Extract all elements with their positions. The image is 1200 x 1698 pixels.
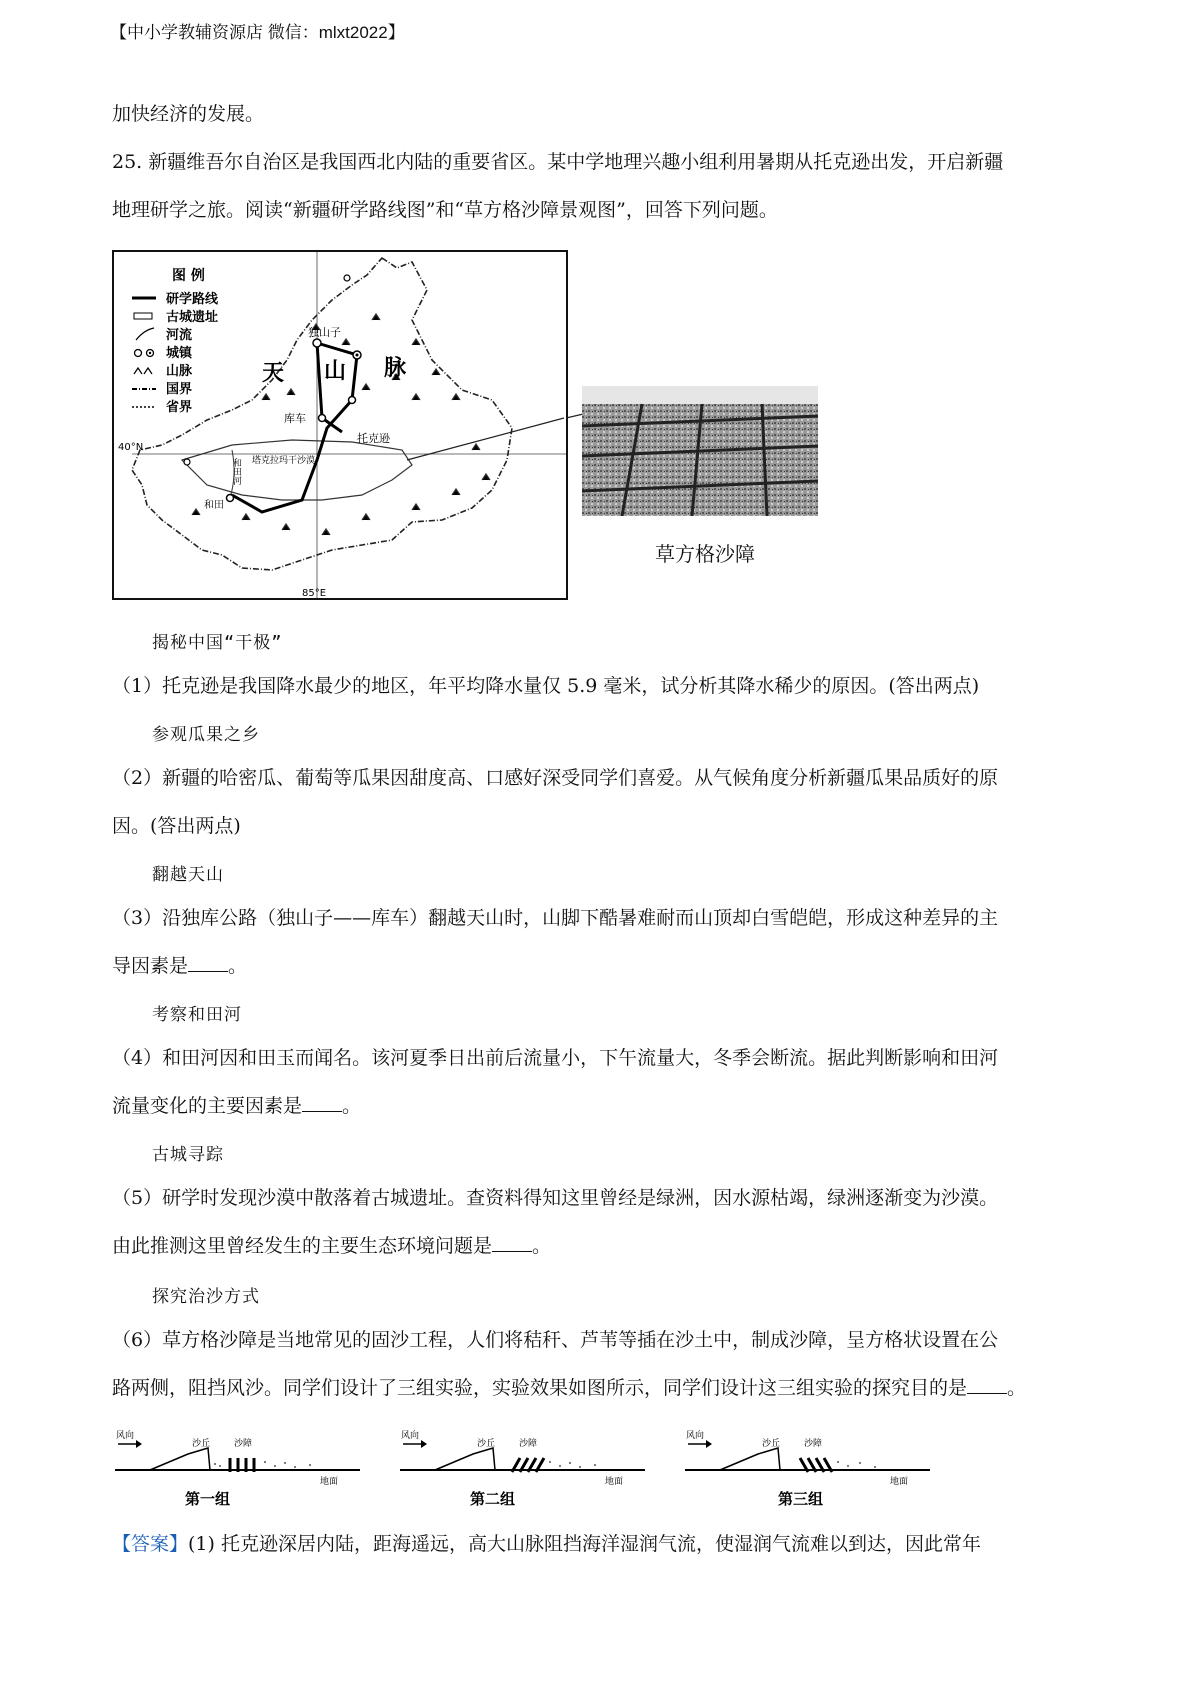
- town-hetian: [227, 495, 234, 502]
- svg-text:沙障: 沙障: [519, 1439, 538, 1449]
- answer-blank: [188, 970, 228, 972]
- label-hetian-river: 和田河: [231, 458, 241, 485]
- svg-text:沙丘: 沙丘: [762, 1439, 781, 1449]
- q5-line1: （5）研学时发现沙漠中散落着古城遗址。查资料得知这里曾经是绿洲，因水源枯竭，绿洲逐渐变为沙漠。: [112, 1187, 999, 1209]
- q3-line1: （3）沿独库公路（独山子——库车）翻越天山时，山脚下酷暑难耐而山顶却白雪皑皑，形成这种差异的主: [112, 907, 999, 929]
- label-tian: 天: [262, 361, 285, 386]
- grass-checkerboard-photo: [582, 386, 818, 516]
- answer-line: [112, 1522, 1097, 1566]
- xinjiang-route-map: [112, 250, 568, 600]
- section5-title: 古城寻踪: [152, 1145, 224, 1165]
- answer-tag: 【答案】: [112, 1533, 189, 1555]
- answer-blank: [492, 1250, 532, 1252]
- label-tuokexun: 托克逊: [357, 432, 390, 445]
- svg-text:沙障: 沙障: [234, 1439, 253, 1449]
- label-hetian: 和田: [204, 500, 224, 511]
- q4-line1: （4）和田河因和田玉而闻名。该河夏季日出前后流量小，下午流量大，冬季会断流。据此判断影响和田河: [112, 1047, 999, 1069]
- svg-text:风向: 风向: [401, 1431, 420, 1441]
- legend-national-border: 国界: [166, 382, 193, 397]
- q3-line2: 导因素是 。: [112, 955, 248, 977]
- svg-text:地面: 地面: [320, 1477, 339, 1487]
- label-mai: 脉: [384, 356, 407, 381]
- section3-title: 翻越天山: [152, 865, 224, 885]
- q5-line2: 由此推测这里曾经发生的主要生态环境问题是 。: [112, 1235, 552, 1257]
- svg-text:沙障: 沙障: [804, 1439, 823, 1449]
- experiment-group-1: [115, 1429, 360, 1508]
- label-40n: 40°N: [118, 442, 144, 453]
- label-kuche: 库车: [284, 412, 306, 425]
- section2-title: 参观瓜果之乡: [152, 725, 260, 745]
- group-2-label: 第二组: [470, 1490, 516, 1508]
- svg-text:地面: 地面: [605, 1477, 624, 1487]
- section1-title: 揭秘中国“干极”: [152, 633, 283, 653]
- answer-blank: [967, 1392, 1007, 1394]
- legend-route: 研学路线: [166, 292, 219, 307]
- q1: （1）托克逊是我国降水最少的地区，年平均降水量仅 5.9 毫米，试分析其降水稀少的原因。(答出两点): [112, 675, 980, 697]
- town-dushanzi: [313, 339, 321, 347]
- q2-line2: 因。(答出两点): [112, 815, 241, 837]
- experiment-diagrams: [110, 1422, 940, 1512]
- legend-ruins: 古城遗址: [166, 310, 219, 325]
- svg-text:风向: 风向: [686, 1431, 705, 1441]
- town-kuche: [319, 415, 326, 422]
- label-shan: 山: [324, 359, 347, 384]
- legend-town: 城镇: [166, 346, 193, 361]
- label-desert: 塔克拉玛干沙漠: [252, 456, 316, 466]
- q25-line1: 25. 新疆维吾尔自治区是我国西北内陆的重要省区。某中学地理兴趣小组利用暑期从托克逊出发，开启新疆: [112, 151, 1004, 173]
- section6-title: 探究治沙方式: [152, 1287, 260, 1307]
- legend-river: 河流: [166, 328, 193, 343]
- label-dushanzi: 独山子: [308, 326, 341, 339]
- experiment-group-3: [685, 1429, 930, 1508]
- group-3-label: 第三组: [778, 1490, 824, 1508]
- group-1-label: 第一组: [185, 1490, 231, 1508]
- q6-line1: （6）草方格沙障是当地常见的固沙工程，人们将秸秆、芦苇等插在沙土中，制成沙障，呈方格状设置在公: [112, 1329, 999, 1351]
- section4-title: 考察和田河: [152, 1005, 242, 1025]
- experiment-group-2: [400, 1429, 645, 1508]
- q4-line2: 流量变化的主要因素是 。: [112, 1095, 362, 1117]
- q6-line2: 路两侧，阻挡风沙。同学们设计了三组实验，实验效果如图所示，同学们设计这三组实验的探究目的是 。: [112, 1377, 1027, 1399]
- photo-caption: 草方格沙障: [655, 544, 755, 566]
- legend-title: 图 例: [172, 268, 205, 284]
- svg-text:沙丘: 沙丘: [192, 1439, 211, 1449]
- legend-mountain: 山脉: [166, 364, 193, 379]
- prev-line: 加快经济的发展。: [112, 103, 265, 125]
- page-header: 【中小学教辅资源店 微信：mlxt2022】: [110, 23, 405, 42]
- q2-line1: （2）新疆的哈密瓜、葡萄等瓜果因甜度高、口感好深受同学们喜爱。从气候角度分析新疆瓜果品质好的原: [112, 767, 999, 789]
- label-85e: 85°E: [302, 588, 327, 599]
- legend-provincial-border: 省界: [166, 400, 193, 415]
- q25-line2: 地理研学之旅。阅读“新疆研学路线图”和“草方格沙障景观图”，回答下列问题。: [112, 199, 778, 221]
- svg-text:沙丘: 沙丘: [477, 1439, 496, 1449]
- answer-blank: [302, 1110, 342, 1112]
- svg-text:风向: 风向: [116, 1431, 135, 1441]
- answer-text: (1) 托克逊深居内陆，距海遥远，高大山脉阻挡海洋湿润气流，使湿润气流难以到达，因此常年: [188, 1533, 981, 1555]
- svg-text:地面: 地面: [890, 1477, 909, 1487]
